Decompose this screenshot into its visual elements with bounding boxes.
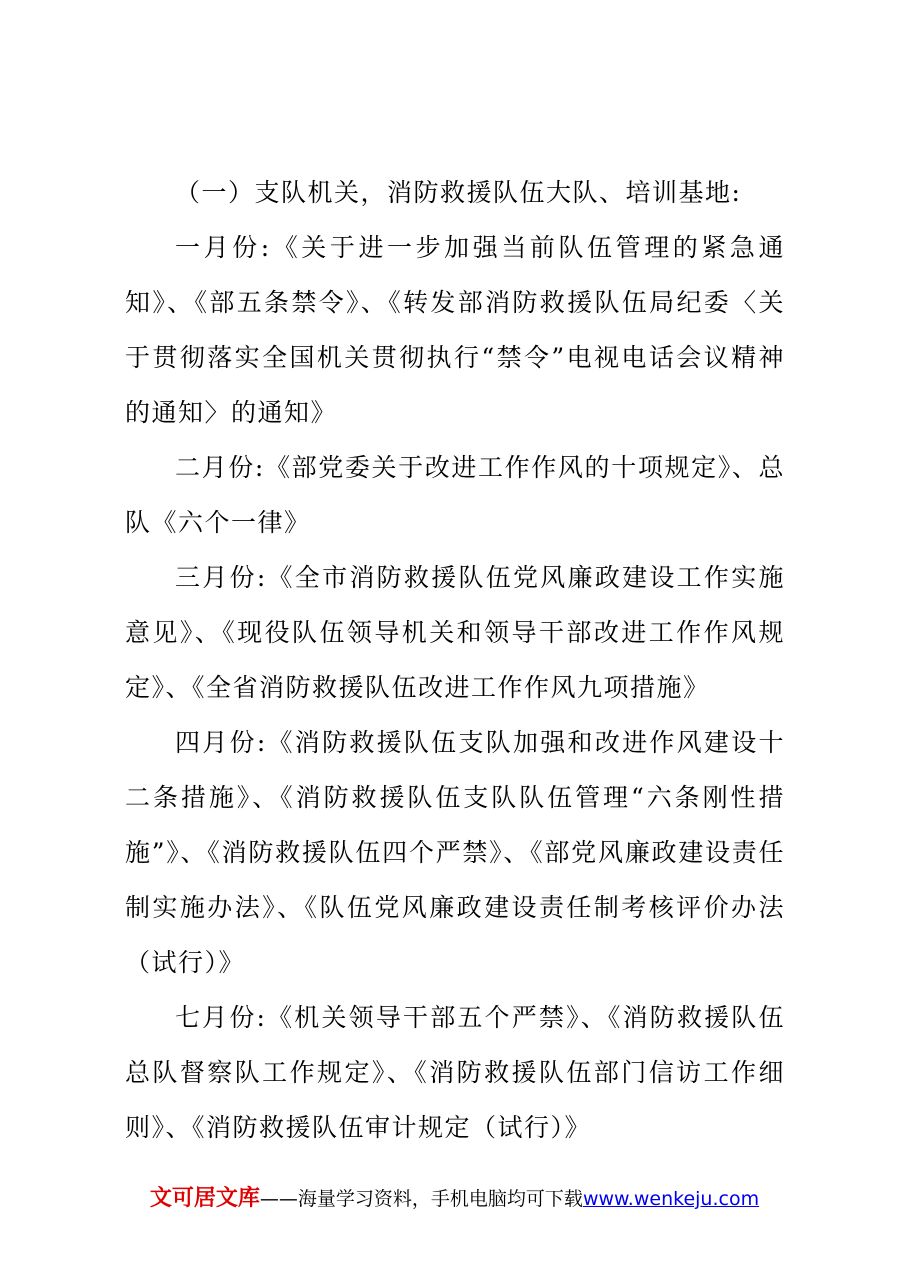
section-heading: （一）支队机关，消防救援队伍大队、培训基地: xyxy=(175,178,742,207)
footer-banner xyxy=(0,1181,909,1212)
paragraph-march: 三月份:《全市消防救援队伍党风廉政建设工作实施意见》、《现役队伍领导机关和领导干部改进工作作风规定》、《全省消防救援队伍改进工作作风九项措施》 xyxy=(125,563,785,702)
paragraph-february: 二月份:《部党委关于改进工作作风的十项规定》、总队《六个一律》 xyxy=(125,453,785,537)
footer-brand: 文可居文库 xyxy=(149,1186,260,1211)
footer-website-link[interactable]: www.wenkeju.com xyxy=(582,1188,760,1210)
paragraph-july: 七月份:《机关领导干部五个严禁》、《消防救援队伍总队督察队工作规定》、《消防救援队伍部门信访工作细则》、《消防救援队伍审计规定（试行）》 xyxy=(125,1003,785,1142)
footer-separator: —— xyxy=(259,1188,298,1210)
paragraph-april: 四月份:《消防救援队伍支队加强和改进作风建设十二条措施》、《消防救援队伍支队队伍管理“六条刚性措施”》、《消防救援队伍四个严禁》、《部党风廉政建设责任制实施办法》、《队伍党风廉政建设责任制考核评价办法（试行）》 xyxy=(125,728,785,977)
paragraph-january: 一月份:《关于进一步加强当前队伍管理的紧急通知》、《部五条禁令》、《转发部消防救援队伍局纪委〈关于贯彻落实全国机关贯彻执行“禁令”电视电话会议精神的通知〉的通知》 xyxy=(125,233,785,427)
document-body xyxy=(125,165,785,1155)
footer-slogan: 海量学习资料，手机电脑均可下载 xyxy=(297,1188,583,1210)
